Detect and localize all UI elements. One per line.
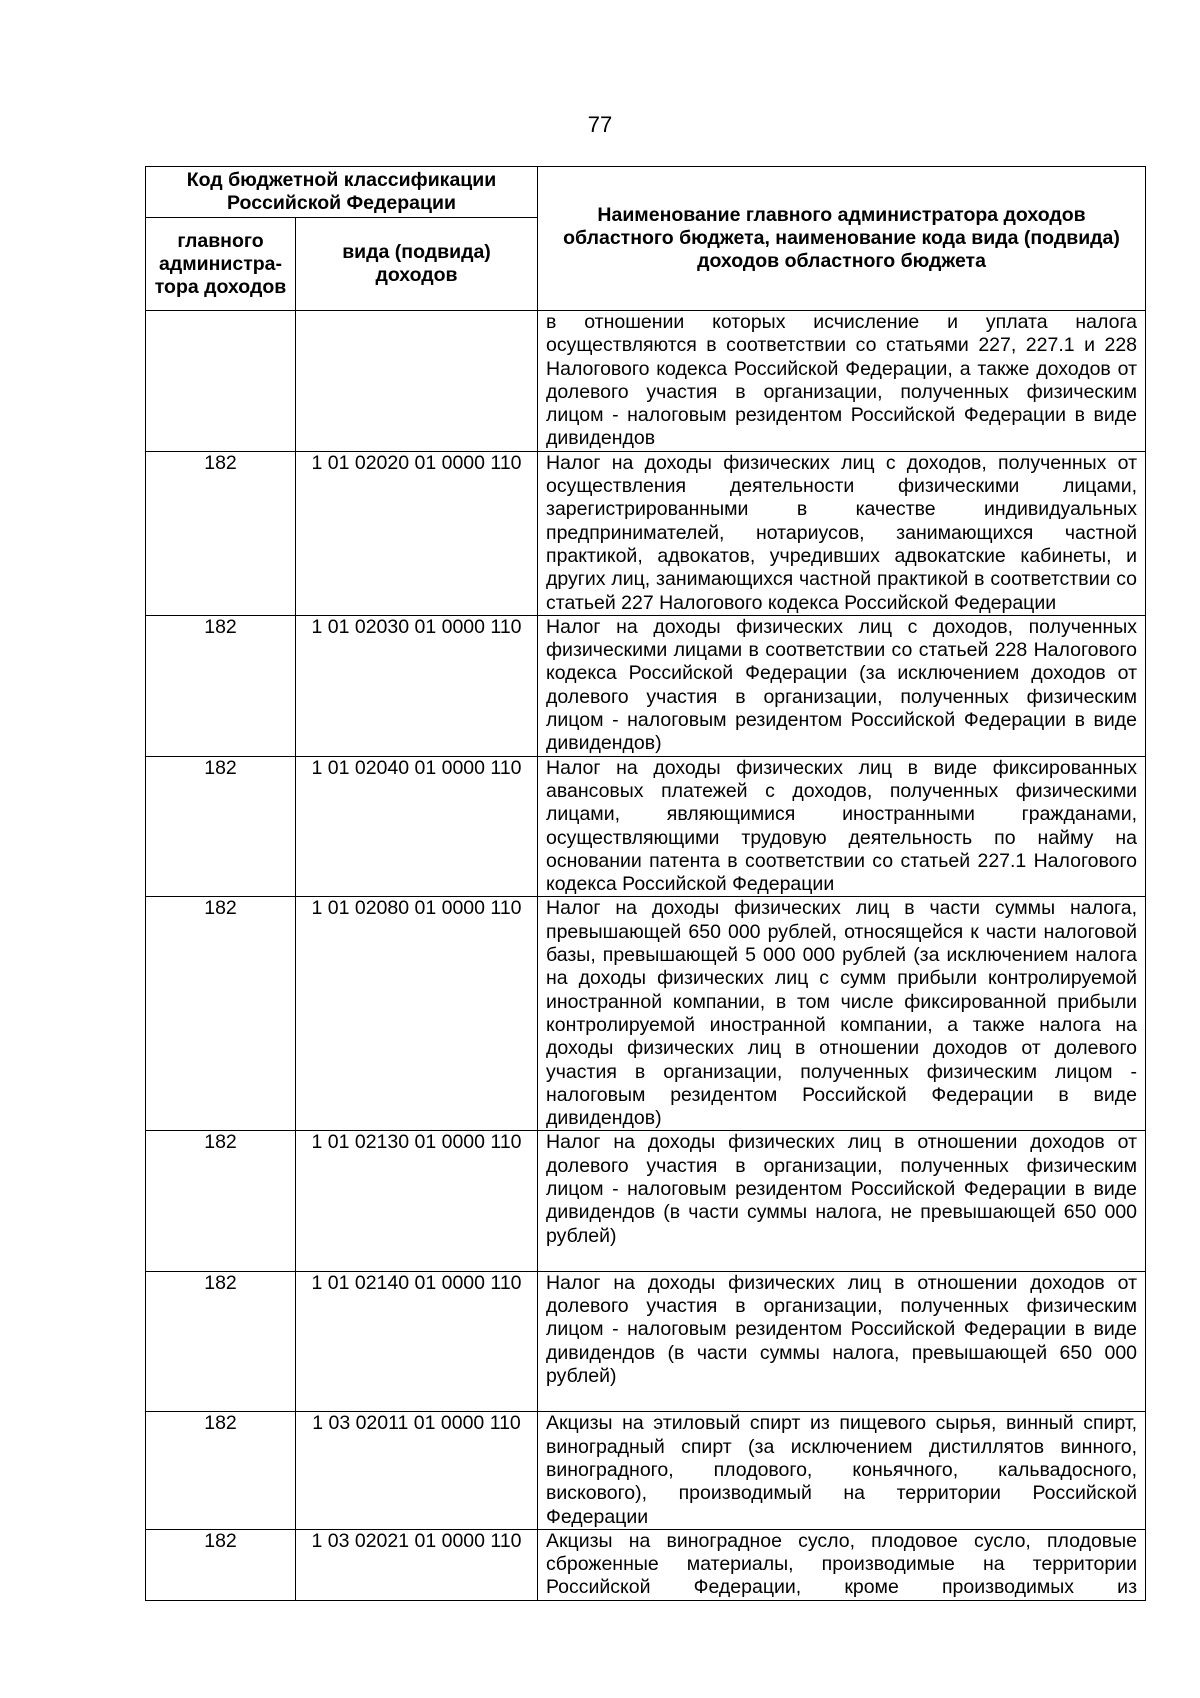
income-code-cell: 1 03 02011 01 0000 110 (296, 1412, 538, 1529)
admin-code-cell: 182 (146, 615, 296, 756)
income-code-cell: 1 01 02030 01 0000 110 (296, 615, 538, 756)
income-name-cell: Налог на доходы физических лиц в отношении доходов от долевого участия в организации, полученных физическим лицом - налоговым резидентом Российской Федерации в виде дивидендов (в части суммы налога, не превышающей 650 000 рублей) (538, 1131, 1146, 1271)
income-name-cell: Налог на доходы физических лиц в виде фиксированных авансовых платежей с доходов, полученных физическими лицами, являющимися иностранными гражданами, осуществляющими трудовую деятельность по найму на основании патента в соответствии со статьей 227.1 Налогового кодекса Российской Федерации (538, 756, 1146, 897)
income-code-cell: 1 01 02020 01 0000 110 (296, 451, 538, 615)
header-admin-column: главного администра-тора доходов (146, 218, 296, 311)
income-code-cell: 1 01 02130 01 0000 110 (296, 1131, 538, 1271)
table-row (146, 897, 1146, 1131)
table-row (146, 1529, 1146, 1600)
income-code-cell (296, 311, 538, 452)
admin-code-cell: 182 (146, 1271, 296, 1411)
income-name-cell: Налог на доходы физических лиц с доходов, полученных физическими лицами в соответствии со статьей 228 Налогового кодекса Российской Федерации (за исключением доходов от долевого участия в организации, полученных физическим лицом - налоговым резидентом Российской Федерации в виде дивидендов) (538, 615, 1146, 756)
table-row (146, 451, 1146, 615)
table-row (146, 1412, 1146, 1529)
admin-code-cell: 182 (146, 1529, 296, 1600)
admin-code-cell: 182 (146, 1412, 296, 1529)
table-row (146, 311, 1146, 452)
admin-code-cell: 182 (146, 756, 296, 897)
income-code-cell: 1 01 02040 01 0000 110 (296, 756, 538, 897)
budget-classification-table (145, 166, 1146, 1601)
income-name-cell: Налог на доходы физических лиц с доходов, полученных от осуществления деятельности физическими лицами, зарегистрированными в качестве индивидуальных предпринимателей, нотариусов, занимающихся частной практикой, адвокатов, учредивших адвокатские кабинеты, и других лиц, занимающихся частной практикой в соответствии со статьей 227 Налогового кодекса Российской Федерации (538, 451, 1146, 615)
income-name-cell: Налог на доходы физических лиц в части суммы налога, превышающей 650 000 рублей, относящейся к части налоговой базы, превышающей 5 000 000 рублей (за исключением налога на доходы физических лиц с сумм прибыли контролируемой иностранной компании, в том числе фиксированной прибыли контролируемой иностранной компании, а также налога на доходы физических лиц в отношении доходов от долевого участия в организации, полученных физическим лицом - налоговым резидентом Российской Федерации в виде дивидендов) (538, 897, 1146, 1131)
table-row (146, 615, 1146, 756)
income-name-cell: Акцизы на виноградное сусло, плодовое сусло, плодовые сброженные материалы, производимые на территории Российской Федерации, кроме производимых из (538, 1529, 1146, 1600)
admin-code-cell: 182 (146, 451, 296, 615)
income-name-cell: в отношении которых исчисление и уплата налога осуществляются в соответствии со статьями 227, 227.1 и 228 Налогового кодекса Российской Федерации, а также доходов от долевого участия в организации, полученных физическим лицом - налоговым резидентом Российской Федерации в виде дивидендов (538, 311, 1146, 452)
header-group-title: Код бюджетной классификации Российской Федерации (146, 167, 538, 218)
income-name-cell: Налог на доходы физических лиц в отношении доходов от долевого участия в организации, полученных физическим лицом - налоговым резидентом Российской Федерации в виде дивидендов (в части суммы налога, превышающей 650 000 рублей) (538, 1271, 1146, 1411)
income-code-cell: 1 01 02140 01 0000 110 (296, 1271, 538, 1411)
income-code-cell: 1 03 02021 01 0000 110 (296, 1529, 538, 1600)
income-name-cell: Акцизы на этиловый спирт из пищевого сырья, винный спирт, виноградный спирт (за исключением дистиллятов винного, виноградного, плодового, коньячного, кальвадосного, вискового), производимый на территории Российской Федерации (538, 1412, 1146, 1529)
admin-code-cell (146, 311, 296, 452)
admin-code-cell: 182 (146, 1131, 296, 1271)
table-row (146, 1271, 1146, 1411)
admin-code-cell: 182 (146, 897, 296, 1131)
table-row (146, 1131, 1146, 1271)
income-code-cell: 1 01 02080 01 0000 110 (296, 897, 538, 1131)
page-number: 77 (587, 112, 613, 137)
header-code-column: вида (подвида) доходов (296, 218, 538, 311)
header-name-column: Наименование главного администратора доходов областного бюджета, наименование кода вида (подвида) доходов областного бюджета (538, 167, 1146, 311)
table-row (146, 756, 1146, 897)
